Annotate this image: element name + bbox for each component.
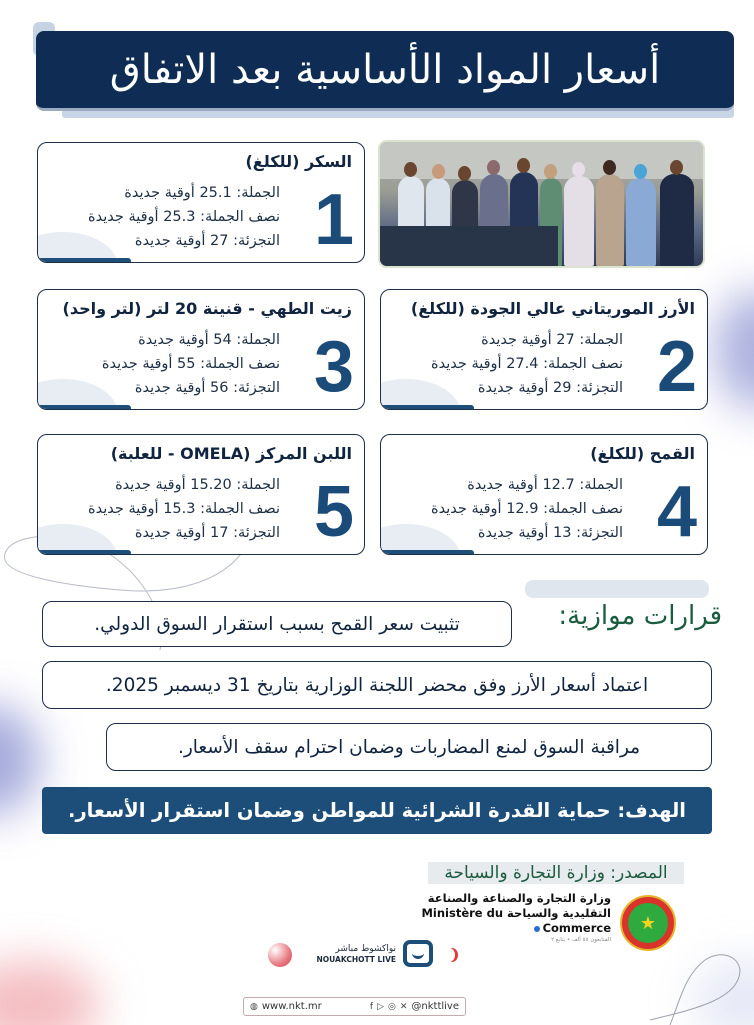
page-title: أسعار المواد الأساسية بعد الاتفاق <box>109 46 661 93</box>
price-retail: التجزئة: 27 أوقية جديدة <box>134 233 280 249</box>
decisions-label: قرارات موازية: <box>558 601 722 631</box>
signing-ceremony-photo <box>378 140 705 268</box>
instagram-icon[interactable]: ◎ <box>387 1001 396 1012</box>
price-wholesale: الجملة: 27 أوقية جديدة <box>481 332 623 348</box>
card-title: السكر (للكلغ) <box>245 152 352 171</box>
card-underline <box>37 550 131 555</box>
decision-item-rice: اعتماد أسعار الأرز وفق محضر اللجنة الوزارية بتاريخ 31 ديسمبر 2025. <box>42 661 712 709</box>
price-card-cooking-oil <box>37 289 365 410</box>
decorative-blur-left <box>0 705 40 815</box>
goal-banner: الهدف: حماية القدرة الشرائية للمواطن وضمان استقرار الأسعار. <box>42 787 712 834</box>
decision-item-market-monitoring: مراقبة السوق لمنع المضاربات وضمان احترام سقف الأسعار. <box>106 723 712 771</box>
crescent-icon <box>443 948 455 962</box>
title-banner <box>36 31 734 111</box>
price-retail: التجزئة: 56 أوقية جديدة <box>134 380 280 396</box>
price-retail: التجزئة: 29 أوقية جديدة <box>477 380 623 396</box>
price-wholesale: الجملة: 12.7 أوقية جديدة <box>467 477 623 493</box>
price-retail: التجزئة: 13 أوقية جديدة <box>477 525 623 541</box>
card-number: 5 <box>313 472 354 552</box>
ministry-name-fr: Commerce <box>421 921 611 936</box>
price-semi-wholesale: نصف الجملة: 25.3 أوقية جديدة <box>88 209 280 225</box>
ministry-meta: المتابعون ٥٥ ألف • يتابع ٢ <box>551 937 611 943</box>
price-card-rice <box>380 289 708 410</box>
card-number: 1 <box>313 180 354 260</box>
social-footer <box>243 997 466 1016</box>
nouakchott-live-logo-icon <box>403 940 433 967</box>
price-card-wheat <box>380 434 708 555</box>
decision-item-wheat: تثبيت سعر القمح بسبب استقرار السوق الدولي. <box>42 601 512 647</box>
card-title: زيت الطهي - قنينة 20 لتر (لتر واحد) <box>62 299 352 318</box>
card-underline <box>37 258 131 263</box>
decorative-blur-right <box>714 290 754 410</box>
price-semi-wholesale: نصف الجملة: 27.4 أوقية جديدة <box>431 356 623 372</box>
mauritania-emblem-icon: ★ <box>620 895 676 951</box>
website-link[interactable]: www.nkt.mr <box>261 1001 322 1012</box>
ministry-name-ar-2: التقليدية والسياحة Ministère du <box>421 906 611 920</box>
card-underline <box>37 405 131 410</box>
decisions-tab-decoration <box>525 580 709 598</box>
brand-name-en: NOUAKCHOTT LIVE <box>316 955 396 964</box>
source-label: المصدر: وزارة التجارة والسياحة <box>428 862 684 884</box>
brand-orb-decoration <box>268 943 292 967</box>
card-number: 2 <box>656 327 697 407</box>
verified-dot-icon <box>534 926 540 932</box>
decorative-swirl-bottom-right <box>630 950 754 1025</box>
price-retail: التجزئة: 17 أوقية جديدة <box>134 525 280 541</box>
price-card-condensed-milk <box>37 434 365 555</box>
price-card-sugar <box>37 142 365 263</box>
x-icon[interactable]: ✕ <box>399 1001 408 1012</box>
price-semi-wholesale: نصف الجملة: 15.3 أوقية جديدة <box>88 501 280 517</box>
nouakchott-live-brand <box>262 940 452 970</box>
card-number: 4 <box>656 472 697 552</box>
price-wholesale: الجملة: 15.20 أوقية جديدة <box>115 477 280 493</box>
brand-name-ar: نواكشوط مباشر <box>335 944 396 954</box>
facebook-icon[interactable]: f <box>369 1001 374 1012</box>
globe-icon: ◍ <box>250 1001 258 1012</box>
price-wholesale: الجملة: 25.1 أوقية جديدة <box>124 185 280 201</box>
price-semi-wholesale: نصف الجملة: 55 أوقية جديدة <box>101 356 280 372</box>
price-semi-wholesale: نصف الجملة: 12.9 أوقية جديدة <box>431 501 623 517</box>
decorative-blur-bottom-right <box>694 960 754 1025</box>
ministry-name-ar-1: وزارة التجارة والصناعة والصناعة <box>427 891 611 905</box>
card-title: الأرز الموريتاني عالي الجودة (للكلغ) <box>410 299 695 318</box>
card-title: القمح (للكلغ) <box>590 444 695 463</box>
youtube-icon[interactable]: ▷ <box>377 1001 384 1012</box>
card-underline <box>380 550 474 555</box>
card-number: 3 <box>313 327 354 407</box>
ministry-signature <box>421 891 611 945</box>
card-underline <box>380 405 474 410</box>
card-title: اللبن المركز (OMELA - للعلبة) <box>110 444 352 463</box>
decorative-blur-bottom-left <box>0 960 100 1025</box>
social-handle[interactable]: @nkttlive <box>411 1001 459 1012</box>
price-wholesale: الجملة: 54 أوقية جديدة <box>138 332 280 348</box>
